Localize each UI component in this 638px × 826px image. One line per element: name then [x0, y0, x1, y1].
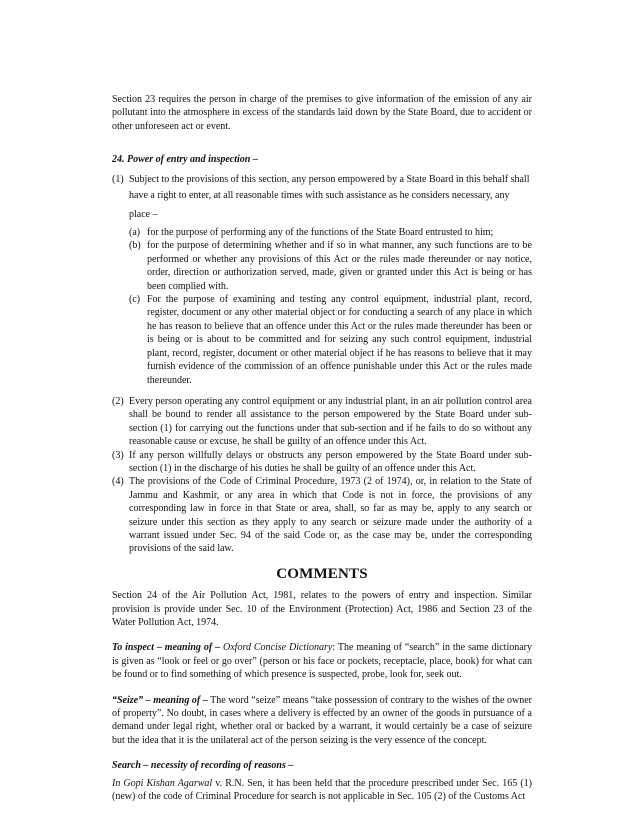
- intro-paragraph: Section 23 requires the person in charge of the premises to give information of the emission of any air pollutant into the atmosphere in excess of the standards laid down by the State Board, due to accident or other unforeseen act or event.: [112, 94, 532, 132]
- subsection-1: [112, 173, 532, 186]
- subsection-3: [112, 449, 532, 476]
- clause-text: For the purpose of examining and testing any control equipment, industrial plant, record, register, document or any other material object or for conducting a search of any place in which he has reason to believe that an offence under this Act or the rules made thereunder has been or is being or is about to be committed and for seizing any such control equipment, industrial plant, record, register, document or other material object if he has reasons to believe that it may furnish evidence of the commission of an offence punishable under this Act or the rules made thereunder.: [147, 294, 532, 386]
- clause-list: [129, 226, 532, 387]
- clause-text: for the purpose of performing any of the functions of the State Board entrusted to him;: [147, 227, 494, 239]
- clause-item: [129, 226, 532, 239]
- comment-text: : The meaning of “search” in the same dictionary is given as “look or feel or go over” (person or his face or pockets, receptacle, place, book) for what can be found or to find something of which presence is suspected, probe, look for, seek out.: [112, 642, 533, 681]
- clause-text: for the purpose of determining whether and if so in what manner, any such functions are to be performed or whether any provisions of this Act or the rules made thereunder or nay notice, order, direction or authorization served, made, given or granted under this Act is being or has been complied with.: [147, 240, 532, 292]
- section-heading: 24. Power of entry and inspection –: [112, 154, 258, 166]
- subsection-number: (1): [112, 173, 124, 185]
- comment-paragraph: Section 24 of the Air Pollution Act, 1981, relates to the powers of entry and inspection. Similar provision is provide under Sec. 10 of the Environment (Protection) Act, 1986 and Section 23 of the Water Pollution Act, 1974.: [112, 590, 532, 628]
- subsection-2: [112, 395, 532, 449]
- clause-item: [129, 239, 532, 293]
- document-body: [112, 93, 532, 803]
- comments-heading: COMMENTS: [276, 565, 368, 582]
- subsection-1-text-line2: have a right to enter, at all reasonable times with such assistance as he considers necessary, any place –: [129, 190, 510, 221]
- comment-text: v. R.N. Sen, it has been held that the procedure prescribed under Sec. 165 (1) (new) of the code of Criminal Procedure for search is not applicable in Sec. 105 (2) of the Customs Act: [112, 777, 532, 803]
- subsection-text: The provisions of the Code of Criminal Procedure, 1973 (2 of 1974), or, in relation to the State of Jammu and Kashmir, or any area in which that Code is not in force, the provisions of any corresponding law in force in that State or area, shall, so far as may be, apply to any search or seizure under this section as they apply to any search or seizure made under the authority of a warrant issued under Sec. 94 of the said Code or, as the case may be, under the corresponding provisions of the said law.: [129, 476, 532, 555]
- subsection-text: If any person willfully delays or obstructs any person empowered by the State Board under sub-section (1) in the discharge of his duties he shall be guilty of an offence under this Act.: [129, 449, 532, 474]
- comment-lead: “Seize” – meaning of –: [112, 694, 208, 706]
- subsection-number: (3): [112, 449, 124, 461]
- subsection-4: [112, 475, 532, 555]
- clause-number: (b): [129, 240, 141, 252]
- comment-inspect-paragraph: [112, 641, 532, 681]
- comment-text: The word “seize” means “take possession of contrary to the wishes of the owner of property”. No doubt, in cases where a delivery is effected by an owner of the goods in pursuance of a demand under legal right, whether oral or backed by a warrant, it would certainly be a case of seizure but the idea that it is the unilateral act of the person seizing is the very essence of the concept.: [112, 694, 532, 746]
- comment-source: Oxford Concise Dictionary: [223, 642, 333, 654]
- clause-number: (a): [129, 227, 141, 239]
- subsection-1-text-line1: Subject to the provisions of this section, any person empowered by a State Board in this behalf shall: [129, 173, 530, 185]
- subsection-number: (2): [112, 395, 124, 407]
- subsection-number: (4): [112, 476, 124, 488]
- comment-lead: To inspect – meaning of –: [112, 642, 221, 654]
- clause-number: (c): [129, 294, 141, 306]
- clause-item: [129, 293, 532, 387]
- comment-seize-paragraph: [112, 694, 532, 748]
- subsection-text: Every person operating any control equipment or any industrial plant, in an air pollution control area shall be bound to render all assistance to the person empowered by the State Board under sub-section (1) for carrying out the functions under that sub-section and if he fails to do so without any reasonable cause or excuse, he shall be guilty of an offence under this Act.: [129, 395, 532, 448]
- comment-search-heading: Search – necessity of recording of reasons –: [112, 760, 294, 772]
- comment-search-paragraph: [112, 777, 532, 804]
- comment-case-name: In Gopi Kishan Agarwal: [112, 777, 213, 789]
